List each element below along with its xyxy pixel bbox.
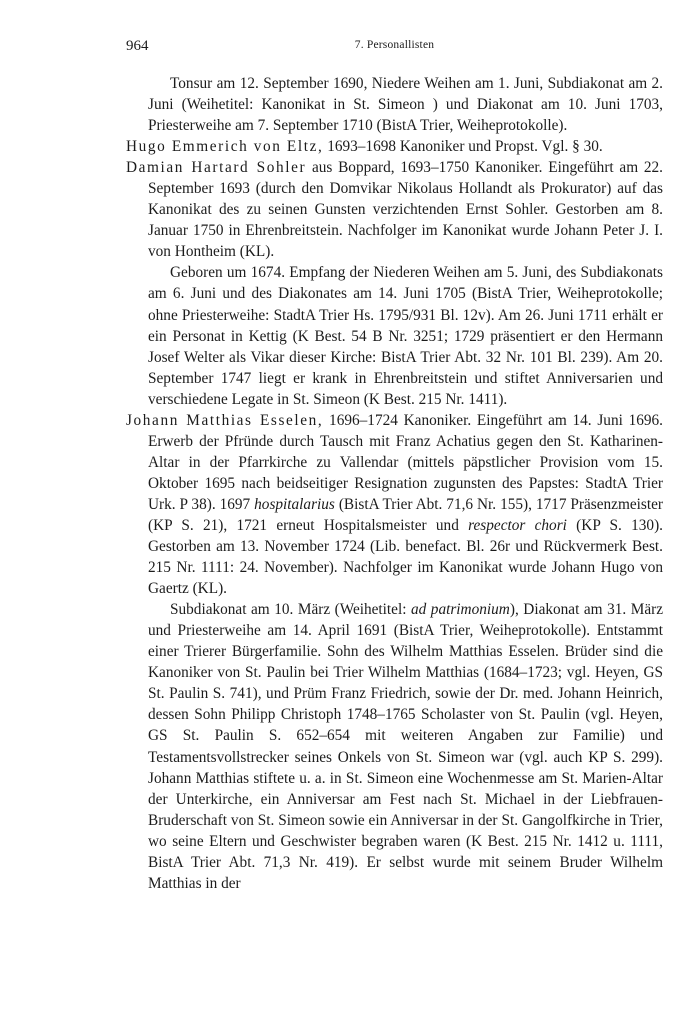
paragraph-text: Geboren um 1674. Empfang der Niederen Weihen am 5. Juni, des Subdiakonats am 6. Juni und des Diakonates am 14. Juni 1705 (BistA Trier, Weiheprotokolle; ohne Priesterweihe: StadtA Trier Hs. 1795/931 Bl. 12v). Am 26. Juni 1711 erhält er ein Personat in Kettig (K Best. 54 B Nr. 3251; 1729 präsentiert er den Hermann Josef Welter als Vikar dieser Kirche: BistA Trier Abt. 32 Nr. 101 Bl. 239). Am 20. September 1747 liegt er krank in Ehrenbreitstein und stiftet Anniversarien und verschiedene Legate in St. Simeon (K Best. 215 Nr. 1411).: [148, 264, 663, 408]
paragraph-text: Subdiakonat am 10. März (Weihetitel:: [170, 601, 411, 619]
paragraph-esselen-biography: [126, 599, 663, 894]
entry-hugo-emmerich-von-eltz: [126, 136, 663, 157]
entry-damian-hartard-sohler: [126, 157, 663, 262]
entry-text: 1693–1698 Kanoniker und Propst. Vgl. § 30.: [323, 138, 603, 156]
paragraph-sohler-biography: [126, 262, 663, 409]
running-title: 7. Personallisten: [354, 39, 435, 51]
paragraph-tonsur: [126, 73, 663, 136]
entry-johann-matthias-esselen: [126, 410, 663, 599]
body-text: [126, 73, 663, 894]
person-name: Damian Hartard Sohler: [126, 159, 307, 177]
person-name: Johann Matthias Esselen,: [126, 411, 324, 429]
person-name: Hugo Emmerich von Eltz,: [126, 138, 324, 156]
page-header: [126, 38, 663, 58]
entry-text: (BistA Trier Abt. 71,6 Nr. 155), 1717 Präsenzmeister (KP S. 21), 1721 erneut Hospitalsmeister und: [148, 495, 663, 534]
latin-term: hospitalarius: [254, 495, 335, 513]
latin-term: ad patrimonium: [410, 601, 510, 619]
latin-term: respector chori: [468, 516, 567, 534]
page-number: 964: [126, 38, 149, 54]
entry-text: aus Boppard, 1693–1750 Kanoniker. Eingeführt am 22. September 1693 (durch den Domvikar Nikolaus Hollandt als Prokurator) auf das Kanonikat des zu seinen Gunsten verzichtenden Ernst Sohler. Gestorben am 8. Januar 1750 in Ehrenbreitstein. Nachfolger im Kanonikat wurde Johann Peter J. I. von Hontheim (KL).: [148, 159, 663, 261]
paragraph-text: Tonsur am 12. September 1690, Niedere Weihen am 1. Juni, Subdiakonat am 2. Juni (Weihetitel: Kanonikat in St. Simeon ) und Diakonat am 10. Juni 1703, Priesterweihe am 7. September 1710 (BistA Trier, Weiheprotokolle).: [148, 75, 663, 135]
entry-text: (KP S. 130). Gestorben am 13. November 1724 (Lib. benefact. Bl. 26r und Rückvermerk Best. 215 Nr. 1111: 24. November). Nachfolger im Kanonikat wurde Johann Hugo von Gaertz (KL).: [148, 516, 664, 598]
entry-text: 1696–1724 Kanoniker. Eingeführt am 14. Juni 1696. Erwerb der Pfründe durch Tausch mit Franz Achatius gegen den St. Katharinen-Altar in der Pfarrkirche zu Vallendar (mittels päpstlicher Provision vom 15. Oktober 1695 nach beidseitiger Resignation zugunsten des Papstes: StadtA Trier Urk. P 38). 1697: [148, 411, 664, 513]
paragraph-text: ), Diakonat am 31. März und Priesterweihe am 14. April 1691 (BistA Trier, Weiheprotokolle). Entstammt einer Trierer Bürgerfamilie. Sohn des Wilhelm Matthias Esselen. Brüder sind die Kanoniker von St. Paulin bei Trier Wilhelm Matthias (1684–1723; vgl. Heyen, GS St. Paulin S. 741), und Prüm Franz Friedrich, sowie der Dr. med. Johann Heinrich, dessen Sohn Philipp Christoph 1748–1765 Scholaster von St. Paulin (vgl. Heyen, GS St. Paulin S. 652–654 mit weiteren Angaben zur Familie) und Testamentsvollstrecker seines Onkels von St. Simeon war (vgl. auch KP S. 299). Johann Matthias stiftete u. a. in St. Simeon eine Wochenmesse am St. Marien-Altar der Unterkirche, ein Anniversar am Fest nach St. Michael in der Liebfrauen-Bruderschaft von St. Simeon sowie ein Anniversar in der St. Gangolfkirche in Trier, wo seine Eltern und Geschwister begraben waren (K Best. 215 Nr. 1412 u. 1111, BistA Trier Abt. 71,3 Nr. 419). Er selbst wurde mit seinem Bruder Wilhelm Matthias in der: [148, 601, 663, 892]
